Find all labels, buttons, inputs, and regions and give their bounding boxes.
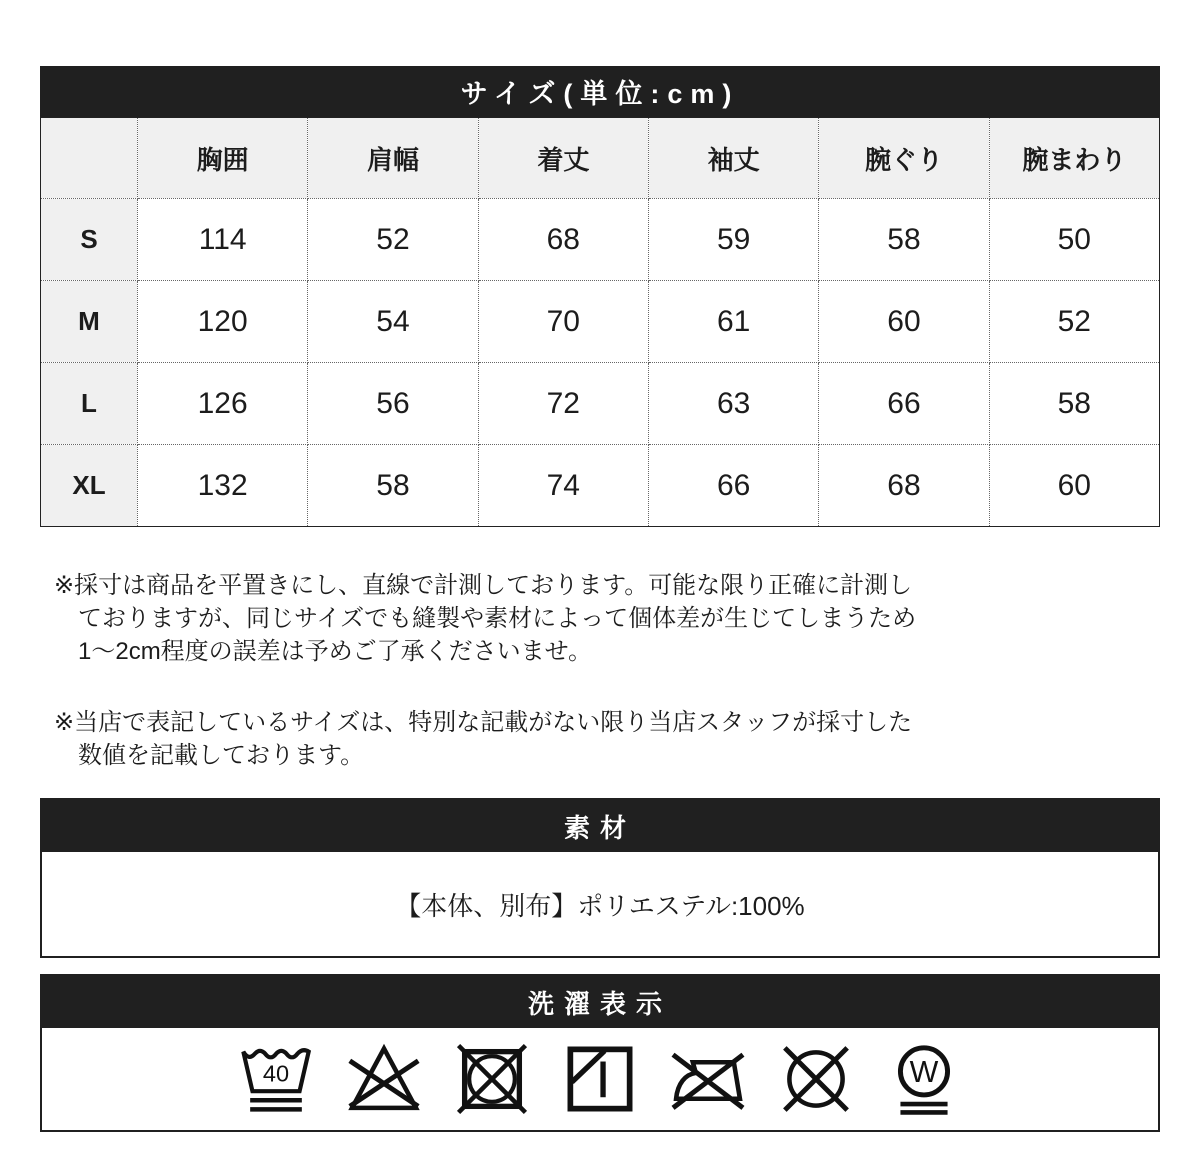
care-title: 洗濯表示 [527, 988, 672, 1019]
product-size-spec-page [40, 0, 1160, 1132]
size-row-s [41, 199, 1160, 281]
size-row-l [41, 363, 1160, 445]
size-label: S [41, 199, 138, 281]
size-value: 74 [478, 445, 648, 527]
hang-dry-in-shade-icon [562, 1041, 638, 1117]
care-label-section [40, 974, 1160, 1132]
size-value: 58 [989, 363, 1159, 445]
no-iron-icon [670, 1041, 746, 1117]
care-symbols-row [42, 1028, 1158, 1130]
care-title-bar [42, 976, 1158, 1028]
size-value: 59 [648, 199, 818, 281]
size-value: 63 [648, 363, 818, 445]
material-text: 【本体、別布】ポリエステル:100% [395, 890, 805, 921]
size-value: 60 [819, 281, 989, 363]
size-value: 52 [989, 281, 1159, 363]
size-value: 70 [478, 281, 648, 363]
material-content [42, 852, 1158, 956]
measurement-notes [40, 569, 1160, 772]
material-title: 素材 [563, 812, 636, 843]
size-value: 50 [989, 199, 1159, 281]
material-title-bar [42, 800, 1158, 852]
no-bleach-icon [346, 1041, 422, 1117]
size-chart-title-bar [40, 66, 1160, 117]
size-label: L [41, 363, 138, 445]
size-value: 132 [138, 445, 308, 527]
size-table-header-row [41, 118, 1160, 199]
column-header-armhole: 腕ぐり [819, 118, 989, 199]
material-section [40, 798, 1160, 958]
column-header-sleeve: 袖丈 [648, 118, 818, 199]
size-chart-section [40, 66, 1160, 527]
size-value: 68 [819, 445, 989, 527]
wet-clean-very-gentle-icon [886, 1041, 962, 1117]
size-row-xl [41, 445, 1160, 527]
size-value: 58 [819, 199, 989, 281]
note-line: 数値を記載しております。 [78, 742, 365, 769]
no-dry-clean-icon [778, 1041, 854, 1117]
wet-clean-letter: W [909, 1055, 939, 1090]
size-value: 66 [648, 445, 818, 527]
wash-temperature-label: 40 [262, 1060, 290, 1087]
note-line: ※当店で表記しているサイズは、特別な記載がない限り当店スタッフが採寸した [54, 709, 913, 736]
size-value: 54 [308, 281, 478, 363]
size-table-corner-cell [41, 118, 138, 199]
size-value: 72 [478, 363, 648, 445]
column-header-length: 着丈 [478, 118, 648, 199]
size-value: 60 [989, 445, 1159, 527]
column-header-chest: 胸囲 [138, 118, 308, 199]
no-tumble-dry-icon [454, 1041, 530, 1117]
size-value: 120 [138, 281, 308, 363]
note-line: 1〜2cm程度の誤差は予めご了承くださいませ。 [78, 638, 592, 665]
column-header-shoulder: 肩幅 [308, 118, 478, 199]
size-chart-title: サイズ(単位:cm) [460, 79, 740, 109]
size-value: 126 [138, 363, 308, 445]
size-table [40, 117, 1160, 527]
size-value: 66 [819, 363, 989, 445]
size-label: M [41, 281, 138, 363]
note-line: ておりますが、同じサイズでも縫製や素材によって個体差が生じてしまうため [78, 605, 917, 632]
size-value: 61 [648, 281, 818, 363]
column-header-arm-width: 腕まわり [989, 118, 1159, 199]
size-value: 52 [308, 199, 478, 281]
note-line: ※採寸は商品を平置きにし、直線で計測しております。可能な限り正確に計測し [54, 572, 913, 599]
size-label: XL [41, 445, 138, 527]
size-value: 56 [308, 363, 478, 445]
size-value: 58 [308, 445, 478, 527]
note-staff-measured [54, 706, 1160, 772]
wash-40-very-gentle-icon [238, 1041, 314, 1117]
size-row-m [41, 281, 1160, 363]
size-value: 114 [138, 199, 308, 281]
note-measurement-accuracy [54, 569, 1160, 668]
size-value: 68 [478, 199, 648, 281]
